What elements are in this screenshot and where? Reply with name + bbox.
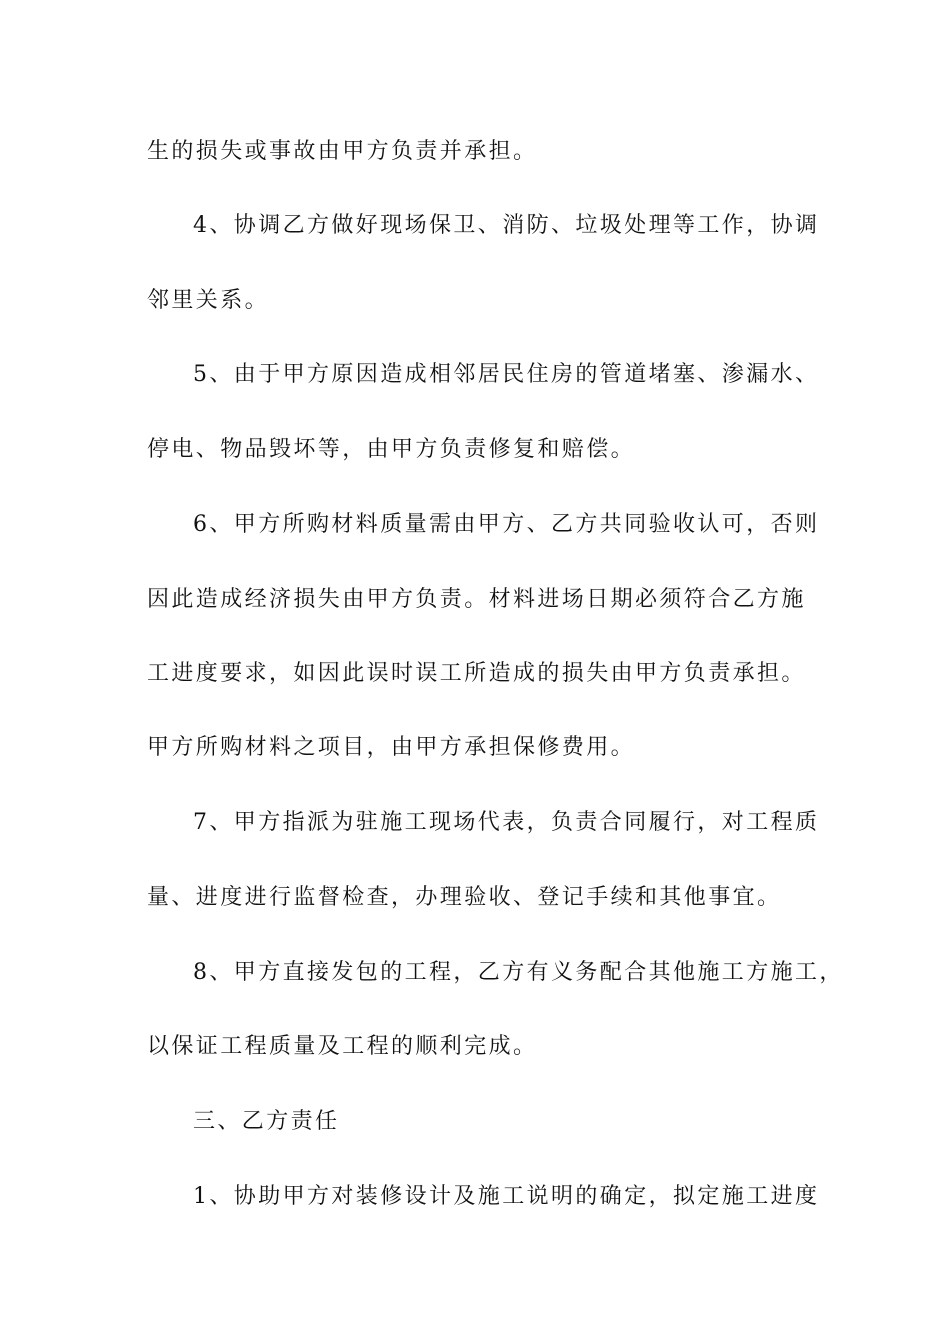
text-line: 生的损失或事故由甲方负责并承担。 [147,139,538,164]
text-line: 量、进度进行监督检查，办理验收、登记手续和其他事宜。 [147,885,782,910]
clause-7-line: 7、甲方指派为驻施工现场代表，负责合同履行，对工程质 [193,810,820,835]
text-line: 因此造成经济损失由甲方负责。材料进场日期必须符合乙方施 [147,587,806,612]
clause-5-line: 5、由于甲方原因造成相邻居民住房的管道堵塞、渗漏水、 [193,362,820,387]
clause-6-line: 6、甲方所购材料质量需由甲方、乙方共同验收认可，否则 [193,512,820,537]
text-line: 以保证工程质量及工程的顺利完成。 [147,1034,538,1059]
clause-4-line: 4、协调乙方做好现场保卫、消防、垃圾处理等工作，协调 [193,213,820,238]
text-line: 甲方所购材料之项目，由甲方承担保修费用。 [147,735,636,760]
text-line: 停电、物品毁坏等，由甲方负责修复和赔偿。 [147,437,636,462]
text-line: 邻里关系。 [147,288,270,313]
clause-8-line: 8、甲方直接发包的工程，乙方有义务配合其他施工方施工， [193,960,844,985]
section-heading: 三、乙方责任 [193,1109,340,1134]
clause-1-line: 1、协助甲方对装修设计及施工说明的确定，拟定施工进度 [193,1184,820,1209]
text-line: 工进度要求，如因此误时误工所造成的损失由甲方负责承担。 [147,661,806,686]
